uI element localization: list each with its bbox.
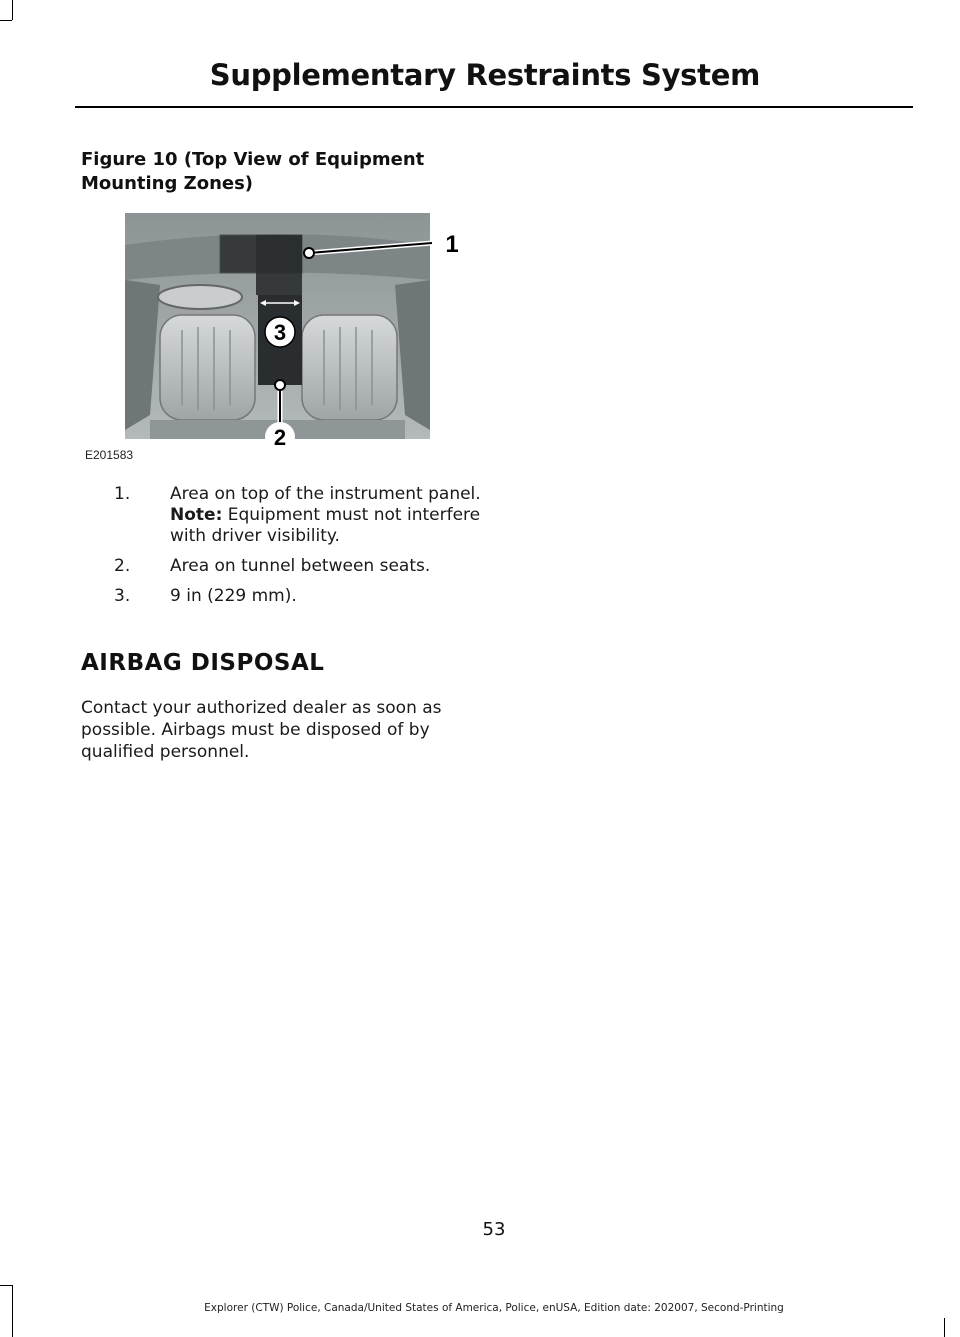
section-body: Contact your authorized dealer as soon as possible. Airbags must be disposed of by qualified personnel. <box>81 698 442 762</box>
list-item-text: 9 in (229 mm). <box>170 586 297 606</box>
figure-caption: Figure 10 (Top View of Equipment Mounting Zones) <box>81 149 425 194</box>
footer-text: Explorer (CTW) Police, Canada/United States of America, Police, enUSA, Edition date: 202007, Second-Printing <box>204 1302 784 1314</box>
callout-legend-list <box>81 484 481 616</box>
header-rule <box>75 106 913 108</box>
callout-2: 2 <box>273 425 287 450</box>
vehicle-interior-illustration <box>80 205 480 467</box>
list-item-number: 1. <box>114 484 131 504</box>
page-number: 53 <box>482 1219 506 1240</box>
list-item <box>81 484 481 547</box>
list-item-text: Area on tunnel between seats. <box>170 556 431 576</box>
equipment-zones-figure <box>80 205 480 467</box>
list-item <box>81 556 481 577</box>
figure-id: E201583 <box>85 448 134 462</box>
crop-mark <box>12 0 13 20</box>
list-item-text: Area on top of the instrument panel. Note: Equipment must not interfere with driver visibility. <box>170 484 481 546</box>
crop-mark <box>944 1318 945 1337</box>
note-label: Note: <box>170 505 223 525</box>
callout-1: 1 <box>445 231 459 258</box>
list-item-number: 2. <box>114 556 131 576</box>
crop-mark <box>0 1285 12 1286</box>
crop-mark <box>0 20 12 21</box>
section-heading: AIRBAG DISPOSAL <box>81 650 325 676</box>
page-header-title: Supplementary Restraints System <box>209 58 760 92</box>
note-text: Equipment must not interfere with driver visibility. <box>170 505 481 546</box>
list-item <box>81 586 481 607</box>
list-item-number: 3. <box>114 586 131 606</box>
callout-3: 3 <box>273 320 287 345</box>
